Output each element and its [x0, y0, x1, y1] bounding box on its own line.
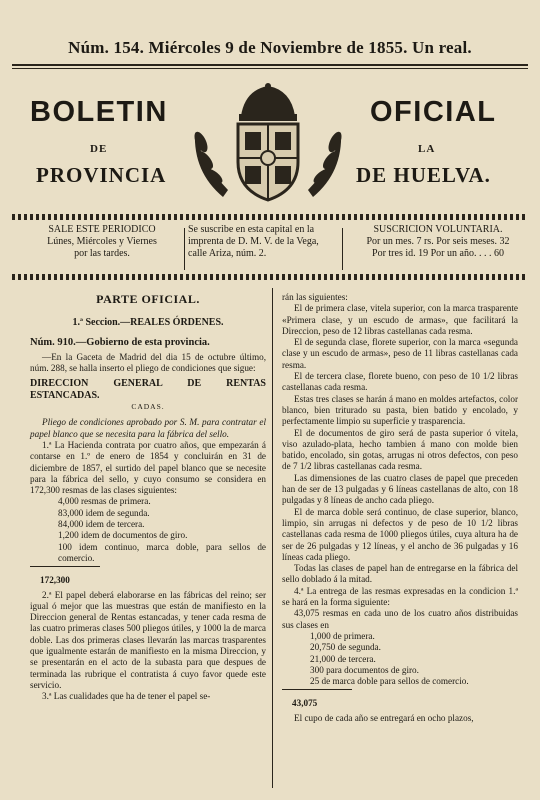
list-item: 20,750 de segunda. [310, 642, 381, 653]
prices-line-3: Por tres id. 19 Por un año. . . . 60 [372, 248, 504, 259]
sum-rule [30, 566, 100, 567]
paragraph: El de documentos de giro será de pasta superior ó vitela, viso azulado-plata, hecho tambien á mano con molde bien batido, encolado, sin gotas, arrugas ni otros defectos, con peso de 7 1/2 libras castellanas cada resma. [282, 427, 518, 472]
band-divider [342, 228, 343, 270]
quantity-list [282, 631, 518, 687]
ornament-border-top [12, 214, 528, 220]
list-item: 84,000 idem de tercera. [58, 519, 145, 530]
subscription-place [188, 224, 342, 260]
schedule-line-1: SALE ESTE PERIODICO [48, 224, 156, 235]
list-item: 25 de marca doble para sellos de comercio. [310, 676, 469, 687]
paragraph: Las dimensiones de las cuatro clases de papel que preceden han de ser de 13 pulgadas y 6 líneas castellanas de alto, con 18 pulgadas y 8 líneas de ancho cada pliego. [282, 472, 518, 506]
coat-of-arms-icon [183, 82, 353, 210]
subscription-prices [346, 224, 530, 260]
header-rule-thin [12, 68, 528, 69]
sum-rule [282, 689, 352, 690]
list-total: 172,300 [40, 575, 70, 586]
paragraph: El de marca doble será continuo, de clase superior, blanco, limpio, sin arrugas ni defectos y de peso de 10 1/2 libras castellanas cada resma de 1000 pliegos útiles, cuya altura ha de ser de 26 pulgadas y 12 líneas, y el ancho de 36 pulgadas y 16 líneas cada pliego. [282, 506, 518, 562]
title-oficial: OFICIAL [370, 96, 497, 128]
info-band [12, 222, 528, 272]
right-column [282, 292, 518, 724]
subsection-heading: 1.ª Seccion.—REALES ÓRDENES. [72, 317, 224, 329]
list-item: 100 idem continuo, marca doble, para sellos de comercio. [58, 541, 266, 563]
paragraph: El cupo de cada año se entregará en ocho plazos, [294, 712, 474, 723]
pliego-title: Pliego de condiciones aprobado por S. M. para contratar el papel blanco que se necesita para la fábrica del sello. [30, 417, 266, 439]
place-line-3: calle Ariza, núm. 2. [188, 248, 267, 259]
issue-line: Núm. 154. Miércoles 9 de Noviembre de 1855. Un real. [68, 38, 472, 57]
paragraph: Estas tres clases se harán á mano en moldes artefactos, color blanco, bien triturado su pasta, bien batido y encolado, y perfectamente limpio su superficie y trasparencia. [282, 393, 518, 427]
list-item: 1,200 idem de documentos de giro. [58, 530, 188, 541]
quantity-list [30, 496, 266, 564]
paragraph: 4.ª La entrega de las resmas expresadas en la condicion 1.ª se hará en la forma siguiente: [282, 585, 518, 608]
paragraph: 3.ª Las cualidades que ha de tener el papel se- [42, 691, 211, 702]
column-divider [272, 288, 273, 788]
paragraph: El de tercera clase, florete bueno, con peso de 10 1/2 libras castellanas cada resma. [282, 371, 518, 393]
paragraph: El de primera clase, vitela superior, con la marca trasparente «Primera clase, y un escudo de armas», que facilitará la Direccion, peso de 12 libras castellanas cada resma. [282, 303, 518, 336]
list-item: 4,000 resmas de primera. [58, 496, 151, 507]
schedule-line-3: por las tardes. [74, 248, 130, 259]
title-boletin: BOLETIN [30, 96, 168, 128]
left-column [30, 292, 266, 703]
paragraph: 2.ª El papel deberá elaborarse en las fábricas del reino; ser igual ó mejor que las muestras que están de manifiesto en la Direccion general de Rentas estancadas, y tener cada resma de las cuatro primeras clases 500 pliegos útiles, y 1000 la de marca doble. Las dos primeras clases llevarán las marcas trasparentes que igualmente estarán de manifiesto en la misma Direccion, y se presentarán en el acto de la subasta para que despues de terminada las rubrique el contratista á cuyo favor quede este servicio. [30, 589, 266, 690]
list-item: 1,000 de primera. [310, 630, 375, 641]
list-item: 21,000 de tercera. [310, 653, 376, 664]
notice-number: Núm. 910.—Gobierno de esta provincia. [30, 336, 210, 348]
title-de: DE [90, 143, 108, 155]
header-rule [12, 64, 528, 66]
paragraph: Todas las clases de papel han de entregarse en la fábrica del sello doblado á la mitad. [282, 563, 518, 585]
title-la: LA [418, 143, 436, 155]
list-item: 83,000 idem de segunda. [58, 507, 150, 518]
place-line-2: imprenta de D. M. V. de la Vega, [188, 236, 319, 247]
place-line-1: Se suscribe en esta capital en la [188, 224, 315, 235]
prices-line-2: Por un mes. 7 rs. Por seis meses. 32 [366, 236, 510, 247]
publication-schedule [20, 224, 184, 260]
paragraph: —En la Gaceta de Madrid del dia 15 de octubre último, núm. 288, se halla inserto el pliego de condiciones que sigue: [30, 351, 266, 374]
schedule-line-2: Lúnes, Miércoles y Viernes [47, 236, 157, 247]
list-total: 43,075 [292, 698, 318, 709]
prices-line-1: SUSCRICION VOLUNTARIA. [373, 224, 503, 235]
paragraph: El de segunda clase, florete superior, con la marca «segunda clase y un escudo de armas», peso de 11 libras castellanas cada resma. [282, 337, 518, 370]
paragraph: rán las siguientes: [282, 292, 348, 302]
title-de-huelva: DE HUELVA. [356, 163, 491, 187]
paragraph: 1.ª La Hacienda contrata por cuatro años, que empezarán á contarse en 1.º de enero de 1854 y concluirán en 31 de diciembre de 1857, el surtido del papel blanco que se necesite para la fábrica del sello, y cuyo consumo se considera en 172,300 resmas de las clases siguientes: [30, 439, 266, 496]
ornament-border-bottom [12, 274, 528, 280]
section-heading: PARTE OFICIAL. [96, 292, 200, 306]
title-provincia: PROVINCIA [36, 163, 167, 187]
direccion-subheading: CADAS. [131, 402, 165, 412]
list-item: 300 para documentos de giro. [310, 664, 419, 675]
direccion-heading: DIRECCION GENERAL DE RENTAS ESTANCADAS. [30, 378, 266, 401]
band-divider [184, 228, 185, 270]
paragraph: 43,075 resmas en cada uno de los cuatro años distribuidas sus clases en [282, 608, 518, 630]
